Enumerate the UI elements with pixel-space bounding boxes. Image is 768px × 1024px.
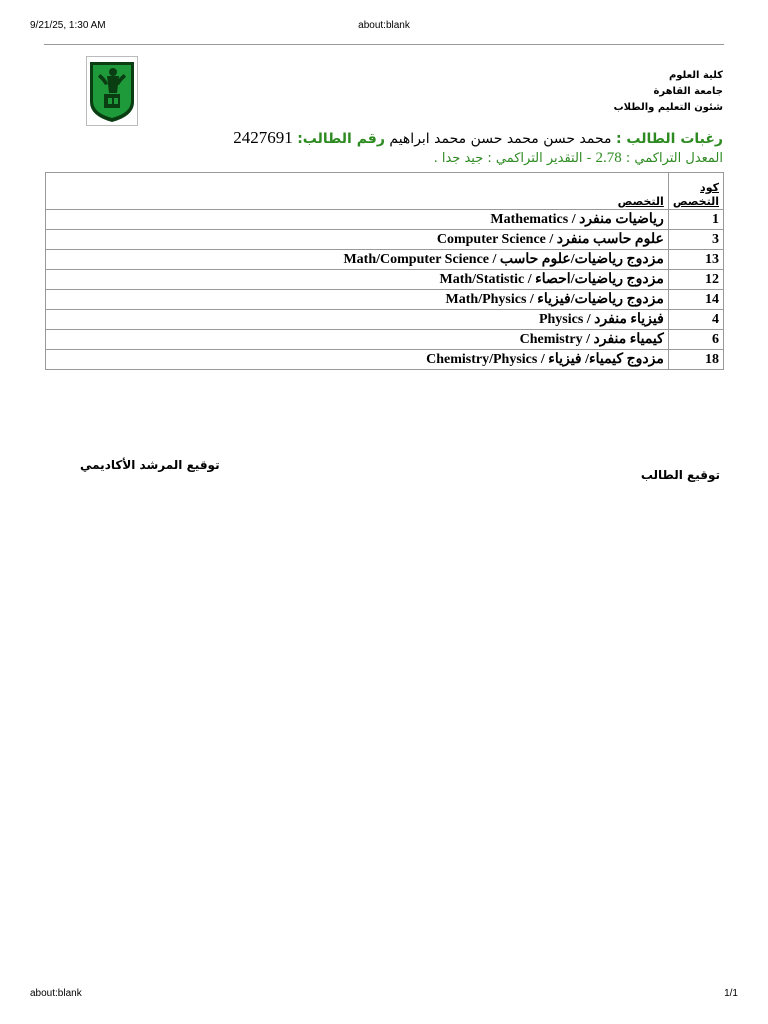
- header-divider: [44, 44, 724, 45]
- row-code: 18: [668, 350, 723, 370]
- grade-value: جيد جدا .: [433, 151, 484, 166]
- code-header-line2: التخصص: [672, 195, 719, 208]
- institution-info: [614, 68, 723, 116]
- specialization-column-header: التخصص: [46, 173, 669, 210]
- table-row: [46, 290, 724, 310]
- table-row: [46, 210, 724, 230]
- student-id-label: رقم الطالب:: [297, 131, 385, 147]
- row-code: 14: [668, 290, 723, 310]
- university-name: جامعة القاهرة: [653, 86, 723, 97]
- table-row: [46, 250, 724, 270]
- table-row: [46, 230, 724, 250]
- row-code: 3: [668, 230, 723, 250]
- gpa-label: المعدل التراكمي :: [625, 151, 723, 166]
- table-header-row: [46, 173, 724, 210]
- print-page-title: about:blank: [358, 20, 410, 31]
- print-datetime: 9/21/25, 1:30 AM: [30, 20, 106, 31]
- row-specialization: كيمياء منفرد / Chemistry: [46, 330, 669, 350]
- row-code: 4: [668, 310, 723, 330]
- table-row: [46, 350, 724, 370]
- table-row: [46, 310, 724, 330]
- row-code: 13: [668, 250, 723, 270]
- student-id: 2427691: [233, 128, 293, 147]
- faculty-name: كلية العلوم: [668, 70, 723, 81]
- gpa-value: 2.78: [595, 150, 622, 166]
- row-specialization: مزدوج رياضيات/احصاء / Math/Statistic: [46, 270, 669, 290]
- table-row: [46, 270, 724, 290]
- row-specialization: رياضيات منفرد / Mathematics: [46, 210, 669, 230]
- row-specialization: مزدوج رياضيات/علوم حاسب / Math/Computer Science: [46, 250, 669, 270]
- student-info-line: [43, 128, 723, 148]
- row-code: 12: [668, 270, 723, 290]
- code-column-header: [668, 173, 723, 210]
- student-signature-label: توقيع الطالب: [640, 468, 720, 482]
- grade-label: التقدير التراكمي :: [487, 151, 583, 166]
- print-footer: [30, 988, 738, 1002]
- preferences-label: رغبات الطالب :: [615, 131, 723, 147]
- gpa-line: [43, 150, 723, 167]
- row-code: 6: [668, 330, 723, 350]
- code-header-line1: كود: [700, 181, 719, 194]
- department-name: شئون التعليم والطلاب: [613, 102, 723, 113]
- preferences-table: [45, 172, 724, 370]
- student-name: محمد حسن محمد حسن محمد ابراهيم: [389, 131, 612, 147]
- row-specialization: فيزياء منفرد / Physics: [46, 310, 669, 330]
- row-specialization: مزدوج رياضيات/فيزياء / Math/Physics: [46, 290, 669, 310]
- table-row: [46, 330, 724, 350]
- row-code: 1: [668, 210, 723, 230]
- advisor-signature-label: توقيع المرشد الأكاديمي: [80, 458, 220, 472]
- row-specialization: مزدوج كيمياء/ فيزياء / Chemistry/Physics: [46, 350, 669, 370]
- cairo-university-crest-icon: [86, 56, 138, 126]
- gpa-separator: -: [586, 151, 592, 166]
- print-page-number: 1/1: [724, 988, 738, 999]
- row-specialization: علوم حاسب منفرد / Computer Science: [46, 230, 669, 250]
- print-header: [30, 20, 738, 34]
- print-footer-url: about:blank: [30, 988, 82, 999]
